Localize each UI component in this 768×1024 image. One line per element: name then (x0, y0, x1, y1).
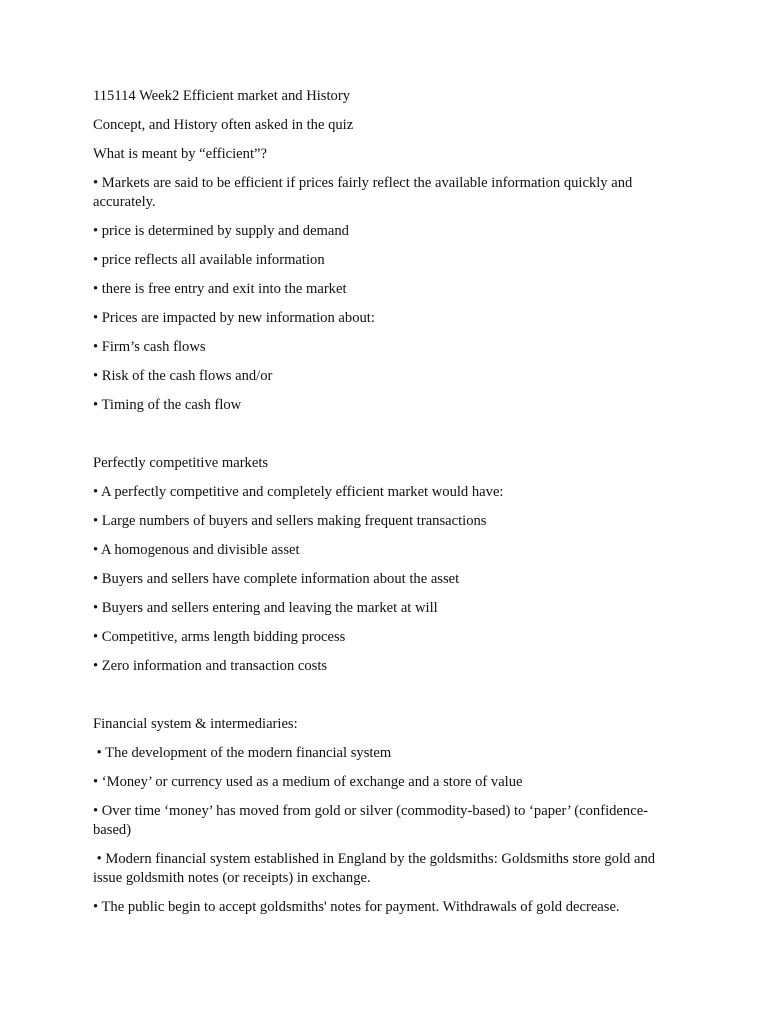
paragraph-gap (93, 686, 683, 715)
bullet-item: • Risk of the cash flows and/or (93, 368, 273, 384)
section1-question: What is meant by “efficient”? (93, 146, 267, 162)
section3-heading: Financial system & intermediaries: (93, 716, 298, 732)
bullet-item: • Firm’s cash flows (93, 339, 206, 355)
document-page (93, 87, 683, 927)
bullet-item: • Buyers and sellers have complete information about the asset (93, 571, 460, 587)
bullet-item: • Timing of the cash flow (93, 397, 242, 413)
bullet-item: • Modern financial system established in England by the goldsmiths: Goldsmiths store gold and issue goldsmith notes (or receipts) in exchange. (93, 851, 659, 886)
document-note: Concept, and History often asked in the quiz (93, 117, 354, 133)
bullet-item: • Competitive, arms length bidding process (93, 629, 346, 645)
bullet-item: • The development of the modern financial system (93, 745, 392, 761)
bullet-item: • price is determined by supply and demand (93, 223, 349, 239)
bullet-item: • Large numbers of buyers and sellers making frequent transactions (93, 513, 487, 529)
section2-heading: Perfectly competitive markets (93, 455, 269, 471)
bullet-item: • there is free entry and exit into the market (93, 281, 347, 297)
bullet-item: • Zero information and transaction costs (93, 658, 328, 674)
bullet-item: • Over time ‘money’ has moved from gold or silver (commodity-based) to ‘paper’ (confidence-based) (93, 803, 649, 838)
bullet-item: • Buyers and sellers entering and leaving the market at will (93, 600, 438, 616)
bullet-item: • Prices are impacted by new information about: (93, 310, 375, 326)
document-title: 115114 Week2 Efficient market and History (93, 88, 350, 104)
bullet-item: • The public begin to accept goldsmiths' notes for payment. Withdrawals of gold decrease. (93, 899, 620, 915)
bullet-item: • A homogenous and divisible asset (93, 542, 300, 558)
bullet-item: • A perfectly competitive and completely efficient market would have: (93, 484, 504, 500)
bullet-item: • price reflects all available information (93, 252, 325, 268)
bullet-item: • Markets are said to be efficient if prices fairly reflect the available information quickly and accurately. (93, 175, 633, 210)
paragraph-gap (93, 425, 683, 454)
bullet-item: • ‘Money’ or currency used as a medium of exchange and a store of value (93, 774, 523, 790)
